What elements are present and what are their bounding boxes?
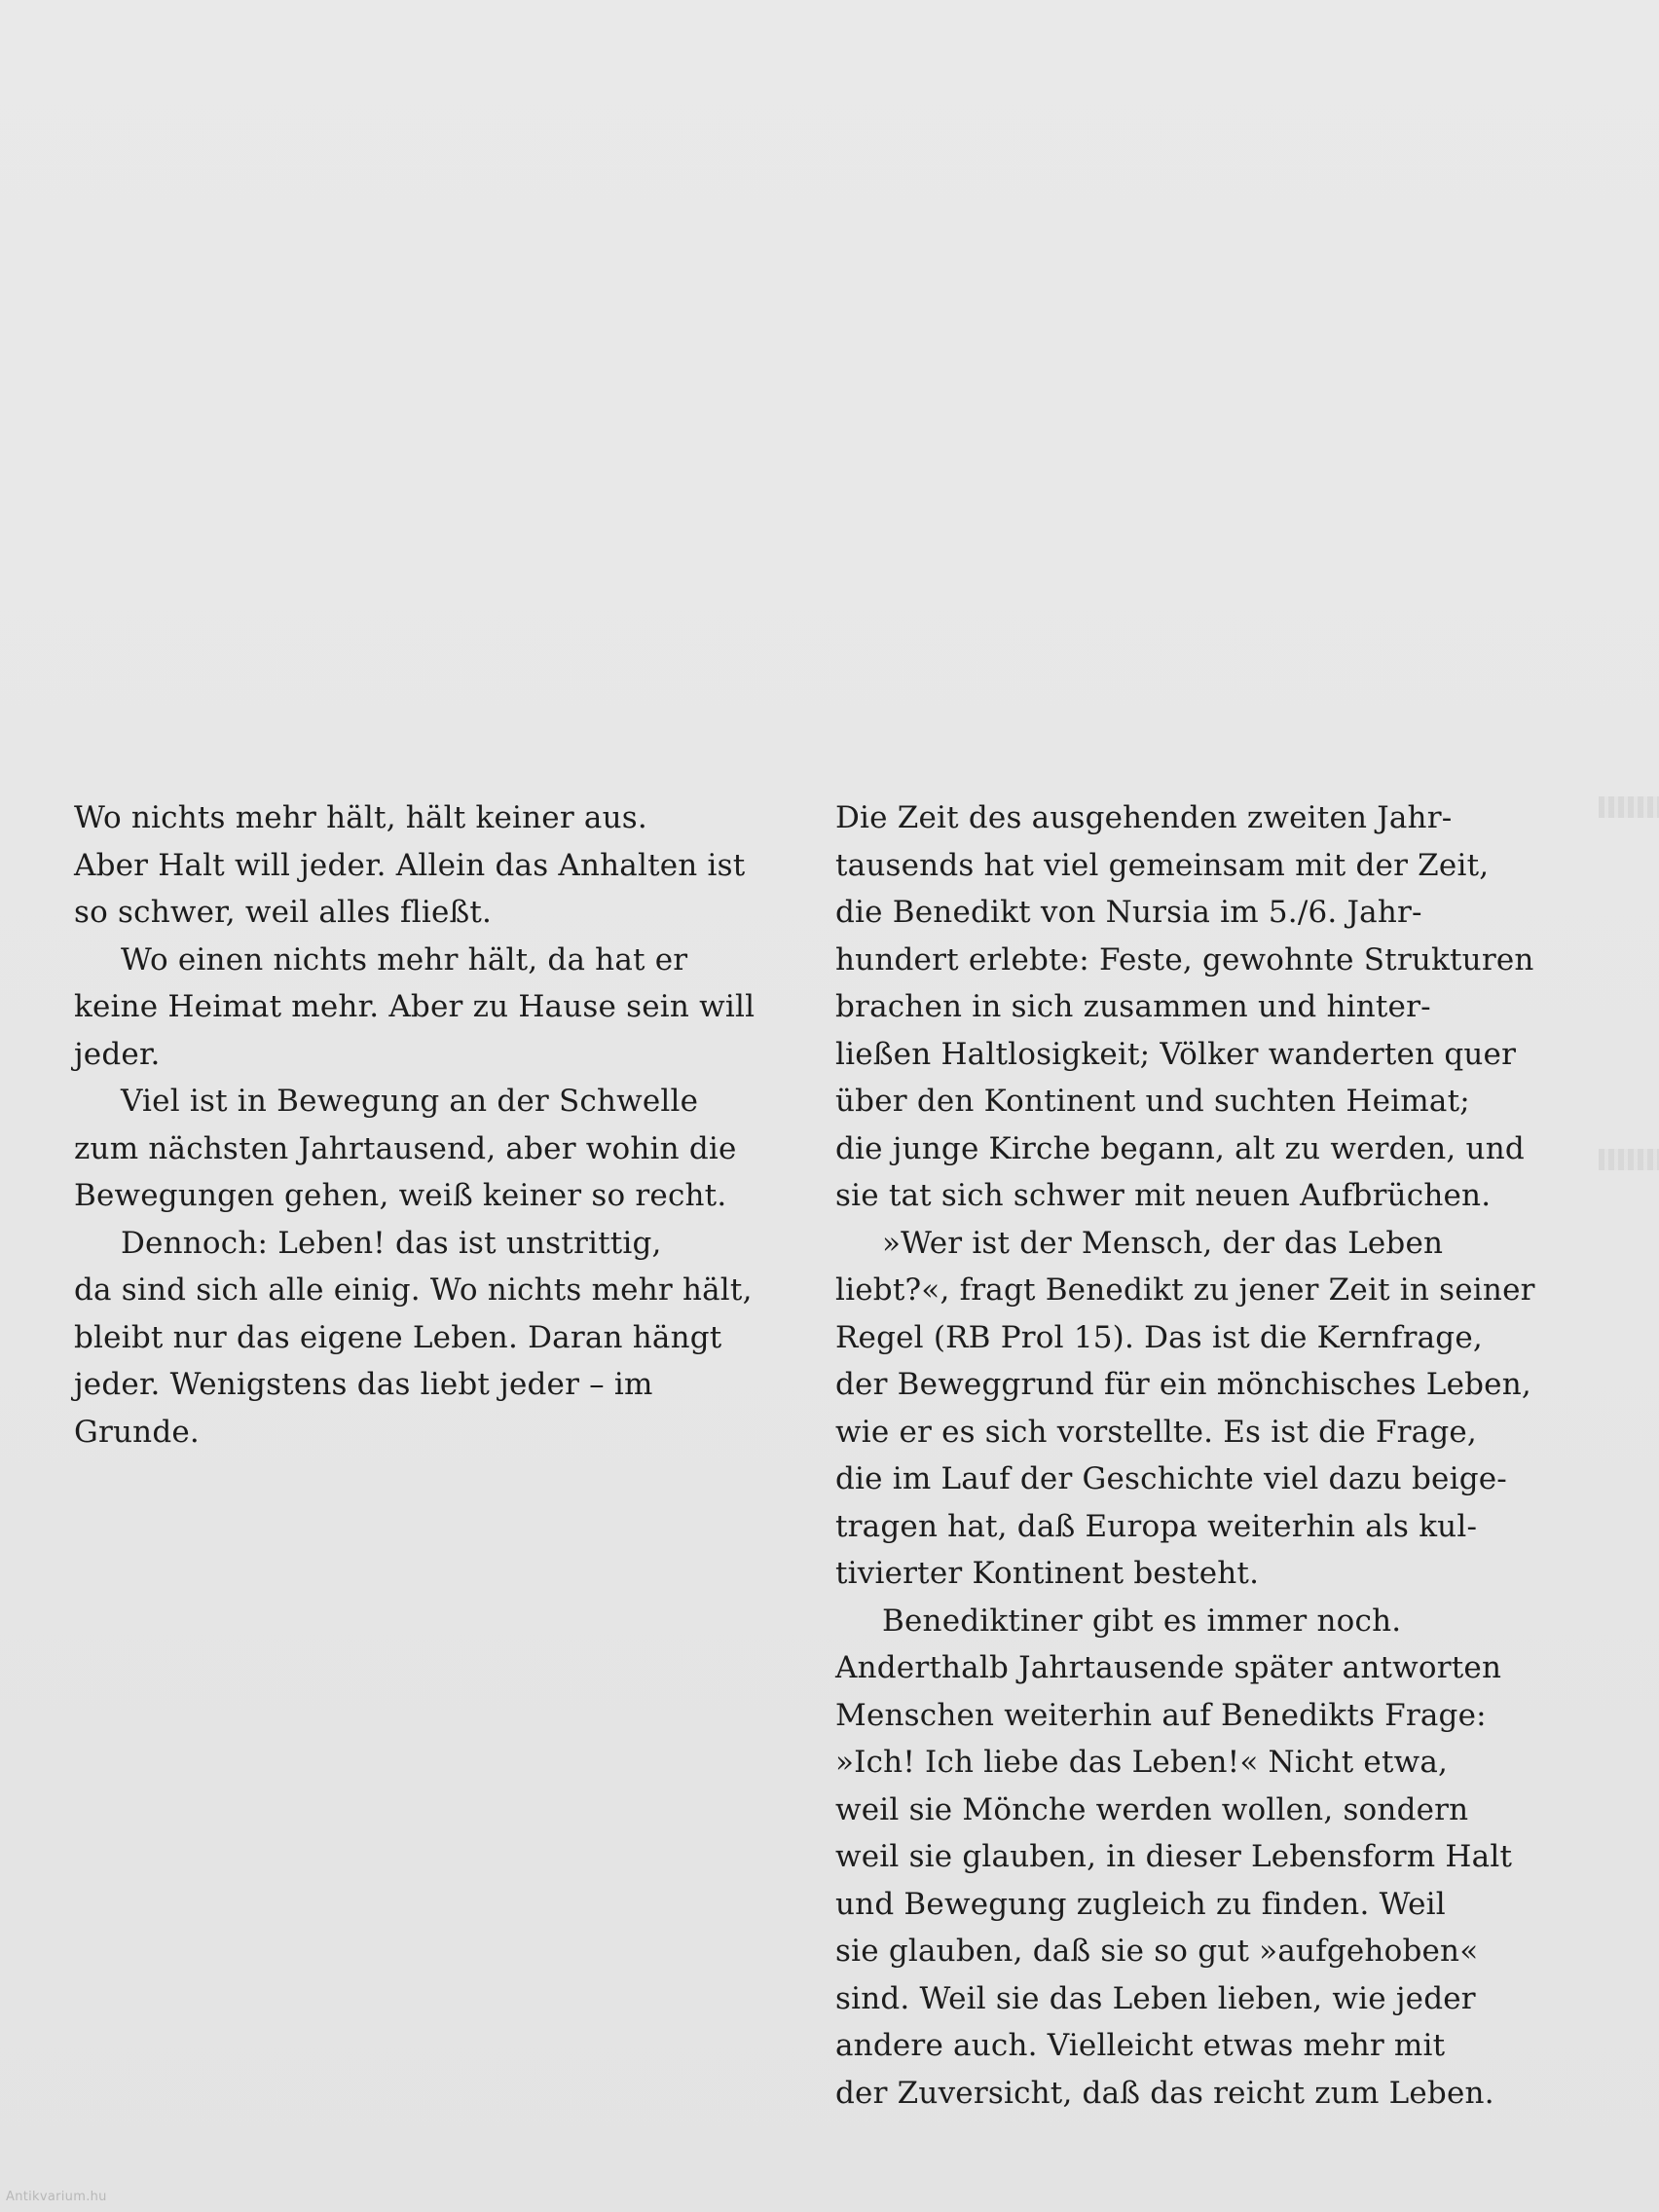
text-line: sind. Weil sie das Leben lieben, wie jeder xyxy=(835,1980,1476,2016)
text-line: »Wer ist der Mensch, der das Leben xyxy=(882,1225,1444,1261)
text-line: die Benedikt von Nursia im 5./6. Jahr- xyxy=(835,895,1422,930)
left-text-column xyxy=(74,794,794,1456)
text-line: zum nächsten Jahrtausend, aber wohin die xyxy=(74,1130,737,1166)
text-line: keine Heimat mehr. Aber zu Hause sein will xyxy=(74,989,756,1024)
page-edge-mark xyxy=(1599,1149,1659,1170)
text-line: Die Zeit des ausgehenden zweiten Jahr- xyxy=(835,800,1453,835)
right-text-column xyxy=(835,794,1536,2117)
text-line: ließen Haltlosigkeit; Völker wanderten quer xyxy=(835,1036,1517,1072)
text-line: der Zuversicht, daß das reicht zum Leben. xyxy=(835,2075,1494,2111)
text-line: Wo einen nichts mehr hält, da hat er xyxy=(121,941,688,977)
text-line: andere auch. Vielleicht etwas mehr mit xyxy=(835,2028,1446,2063)
text-line: Wo nichts mehr hält, hält keiner aus. xyxy=(74,800,647,835)
text-line: die junge Kirche begann, alt zu werden, und xyxy=(835,1130,1525,1166)
text-line: tivierter Kontinent besteht. xyxy=(835,1556,1260,1591)
text-line: so schwer, weil alles fließt. xyxy=(74,895,493,930)
text-line: brachen in sich zusammen und hinter- xyxy=(835,989,1431,1024)
text-line: sie tat sich schwer mit neuen Aufbrüchen. xyxy=(835,1178,1492,1213)
text-line: weil sie Mönche werden wollen, sondern xyxy=(835,1791,1469,1827)
text-line: tragen hat, daß Europa weiterhin als kul- xyxy=(835,1508,1478,1544)
text-line: bleibt nur das eigene Leben. Daran hängt xyxy=(74,1319,722,1355)
text-line: wie er es sich vorstellte. Es ist die Frage, xyxy=(835,1414,1477,1450)
page-edge-mark xyxy=(1599,796,1659,818)
text-line: weil sie glauben, in dieser Lebensform Halt xyxy=(835,1839,1513,1874)
text-line: liebt?«, fragt Benedikt zu jener Zeit in seiner xyxy=(835,1272,1535,1308)
text-line: Anderthalb Jahrtausende später antworten xyxy=(835,1650,1502,1685)
text-line: Menschen weiterhin auf Benedikts Frage: xyxy=(835,1697,1487,1733)
text-line: hundert erlebte: Feste, gewohnte Strukturen xyxy=(835,941,1534,977)
text-line: Benediktiner gibt es immer noch. xyxy=(882,1603,1402,1639)
text-line: jeder. xyxy=(74,1036,161,1072)
text-line: sie glauben, daß sie so gut »aufgehoben« xyxy=(835,1934,1479,1969)
text-line: jeder. Wenigstens das liebt jeder – im xyxy=(74,1367,653,1402)
text-line: Viel ist in Bewegung an der Schwelle xyxy=(121,1084,699,1119)
text-line: und Bewegung zugleich zu finden. Weil xyxy=(835,1886,1446,1922)
text-line: Dennoch: Leben! das ist unstrittig, xyxy=(121,1225,662,1261)
watermark: Antikvarium.hu xyxy=(6,2190,107,2204)
text-line: Bewegungen gehen, weiß keiner so recht. xyxy=(74,1178,727,1213)
text-line: der Beweggrund für ein mönchisches Leben, xyxy=(835,1367,1531,1402)
text-line: Aber Halt will jeder. Allein das Anhalten ist xyxy=(74,847,746,883)
text-line: tausends hat viel gemeinsam mit der Zeit, xyxy=(835,847,1490,883)
text-line: Grunde. xyxy=(74,1414,200,1450)
text-line: über den Kontinent und suchten Heimat; xyxy=(835,1084,1470,1119)
text-line: da sind sich alle einig. Wo nichts mehr hält, xyxy=(74,1272,753,1308)
text-line: Regel (RB Prol 15). Das ist die Kernfrage, xyxy=(835,1319,1483,1355)
text-line: »Ich! Ich liebe das Leben!« Nicht etwa, xyxy=(835,1745,1449,1780)
text-line: die im Lauf der Geschichte viel dazu beige- xyxy=(835,1461,1507,1496)
